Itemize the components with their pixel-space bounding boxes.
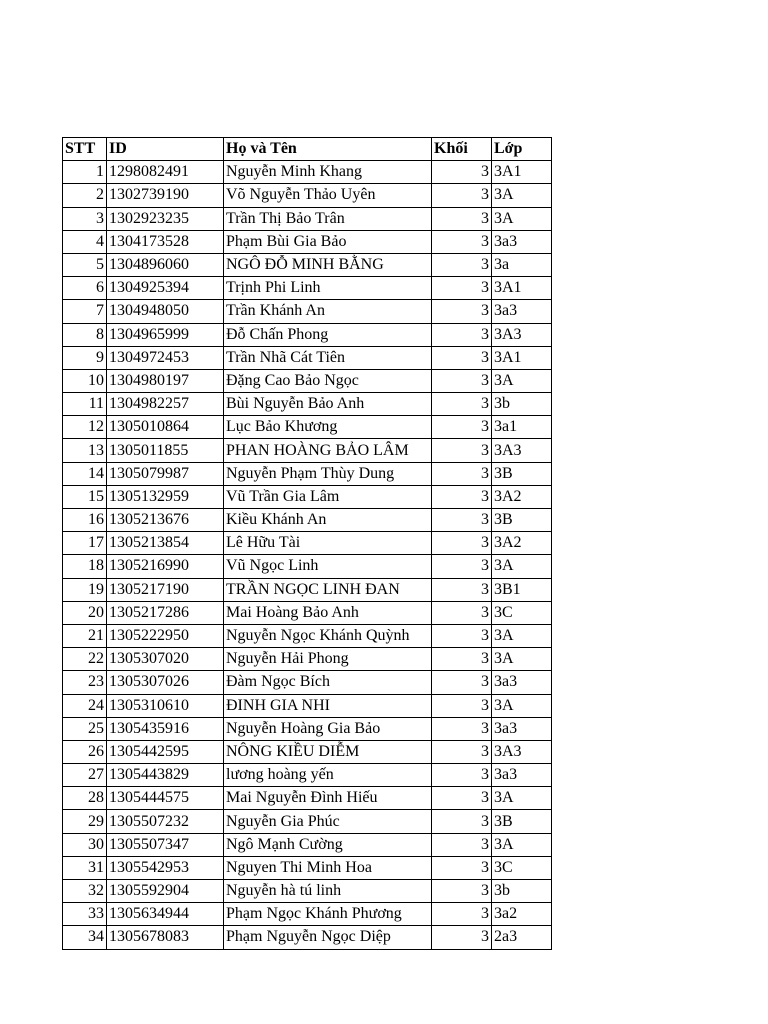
cell-name[interactable]: Trần Khánh An [224, 300, 432, 323]
cell-id[interactable]: 1304972453 [107, 346, 224, 369]
cell-stt[interactable]: 19 [63, 578, 107, 601]
cell-id[interactable]: 1298082491 [107, 161, 224, 184]
cell-khoi[interactable]: 3 [432, 485, 492, 508]
cell-stt[interactable]: 6 [63, 277, 107, 300]
table-row [63, 439, 552, 462]
cell-khoi[interactable]: 3 [432, 509, 492, 532]
cell-khoi[interactable]: 3 [432, 671, 492, 694]
cell-stt[interactable]: 34 [63, 926, 107, 949]
cell-name[interactable]: Trần Thị Bảo Trân [224, 207, 432, 230]
cell-lop[interactable]: 3A2 [492, 532, 552, 555]
cell-lop[interactable]: 3a3 [492, 300, 552, 323]
cell-lop[interactable]: 3A [492, 694, 552, 717]
cell-khoi[interactable]: 3 [432, 880, 492, 903]
cell-lop[interactable]: 3A [492, 624, 552, 647]
cell-id[interactable]: 1305213854 [107, 532, 224, 555]
cell-lop[interactable]: 3A [492, 787, 552, 810]
cell-khoi[interactable]: 3 [432, 648, 492, 671]
cell-id[interactable]: 1305310610 [107, 694, 224, 717]
table-row [63, 903, 552, 926]
table-row [63, 393, 552, 416]
cell-khoi[interactable]: 3 [432, 764, 492, 787]
cell-name[interactable]: Lê Hữu Tài [224, 532, 432, 555]
cell-stt[interactable]: 2 [63, 184, 107, 207]
table-row [63, 671, 552, 694]
cell-id[interactable]: 1305678083 [107, 926, 224, 949]
header-lop[interactable]: Lớp [492, 138, 552, 161]
table-row [63, 694, 552, 717]
cell-name[interactable]: Đỗ Chấn Phong [224, 323, 432, 346]
cell-stt[interactable]: 31 [63, 856, 107, 879]
cell-stt[interactable]: 28 [63, 787, 107, 810]
cell-stt[interactable]: 18 [63, 555, 107, 578]
cell-khoi[interactable]: 3 [432, 601, 492, 624]
cell-khoi[interactable]: 3 [432, 300, 492, 323]
cell-khoi[interactable]: 3 [432, 555, 492, 578]
header-stt[interactable]: STT [63, 138, 107, 161]
cell-stt[interactable]: 10 [63, 369, 107, 392]
cell-lop[interactable]: 3b [492, 880, 552, 903]
cell-lop[interactable]: 3a3 [492, 230, 552, 253]
cell-stt[interactable]: 32 [63, 880, 107, 903]
cell-name[interactable]: Nguyễn Minh Khang [224, 161, 432, 184]
cell-id[interactable]: 1305011855 [107, 439, 224, 462]
cell-name[interactable]: Mai Nguyễn Đình Hiếu [224, 787, 432, 810]
cell-khoi[interactable]: 3 [432, 253, 492, 276]
cell-id[interactable]: 1305307020 [107, 648, 224, 671]
cell-name[interactable]: Nguyễn Gia Phúc [224, 810, 432, 833]
cell-lop[interactable]: 3A [492, 207, 552, 230]
cell-stt[interactable]: 29 [63, 810, 107, 833]
cell-stt[interactable]: 7 [63, 300, 107, 323]
cell-name[interactable]: Đặng Cao Bảo Ngọc [224, 369, 432, 392]
cell-khoi[interactable]: 3 [432, 277, 492, 300]
cell-khoi[interactable]: 3 [432, 161, 492, 184]
cell-khoi[interactable]: 3 [432, 903, 492, 926]
cell-lop[interactable]: 3A1 [492, 161, 552, 184]
cell-stt[interactable]: 25 [63, 717, 107, 740]
cell-name[interactable]: Phạm Bùi Gia Bảo [224, 230, 432, 253]
cell-khoi[interactable]: 3 [432, 369, 492, 392]
cell-name[interactable]: TRẦN NGỌC LINH ĐAN [224, 578, 432, 601]
cell-name[interactable]: Võ Nguyễn Thảo Uyên [224, 184, 432, 207]
cell-stt[interactable]: 8 [63, 323, 107, 346]
cell-lop[interactable]: 3A3 [492, 740, 552, 763]
cell-id[interactable]: 1305132959 [107, 485, 224, 508]
cell-stt[interactable]: 30 [63, 833, 107, 856]
cell-stt[interactable]: 23 [63, 671, 107, 694]
cell-id[interactable]: 1305079987 [107, 462, 224, 485]
table-row [63, 833, 552, 856]
cell-lop[interactable]: 3A1 [492, 346, 552, 369]
cell-id[interactable]: 1304965999 [107, 323, 224, 346]
cell-id[interactable]: 1304980197 [107, 369, 224, 392]
cell-name[interactable]: PHAN HOÀNG BẢO LÂM [224, 439, 432, 462]
cell-khoi[interactable]: 3 [432, 462, 492, 485]
cell-stt[interactable]: 11 [63, 393, 107, 416]
cell-khoi[interactable]: 3 [432, 532, 492, 555]
cell-khoi[interactable]: 3 [432, 856, 492, 879]
cell-lop[interactable]: 3a [492, 253, 552, 276]
cell-lop[interactable]: 3A [492, 184, 552, 207]
cell-khoi[interactable]: 3 [432, 323, 492, 346]
cell-id[interactable]: 1305213676 [107, 509, 224, 532]
table-row [63, 300, 552, 323]
cell-lop[interactable]: 3A2 [492, 485, 552, 508]
cell-name[interactable]: Vũ Trần Gia Lâm [224, 485, 432, 508]
cell-name[interactable]: Nguyen Thi Minh Hoa [224, 856, 432, 879]
table-row [63, 416, 552, 439]
cell-stt[interactable]: 20 [63, 601, 107, 624]
cell-name[interactable]: Bùi Nguyễn Bảo Anh [224, 393, 432, 416]
cell-lop[interactable]: 3a3 [492, 717, 552, 740]
cell-id[interactable]: 1305592904 [107, 880, 224, 903]
cell-id[interactable]: 1305307026 [107, 671, 224, 694]
cell-name[interactable]: Vũ Ngọc Linh [224, 555, 432, 578]
cell-stt[interactable]: 12 [63, 416, 107, 439]
cell-lop[interactable]: 3A [492, 555, 552, 578]
cell-khoi[interactable]: 3 [432, 717, 492, 740]
table-row [63, 926, 552, 949]
cell-stt[interactable]: 13 [63, 439, 107, 462]
cell-name[interactable]: Phạm Ngọc Khánh Phương [224, 903, 432, 926]
cell-name[interactable]: Đàm Ngọc Bích [224, 671, 432, 694]
cell-stt[interactable]: 9 [63, 346, 107, 369]
cell-lop[interactable]: 3A [492, 833, 552, 856]
cell-id[interactable]: 1304948050 [107, 300, 224, 323]
cell-lop[interactable]: 3a1 [492, 416, 552, 439]
cell-lop[interactable]: 3A3 [492, 323, 552, 346]
cell-lop[interactable]: 2a3 [492, 926, 552, 949]
cell-id[interactable]: 1305444575 [107, 787, 224, 810]
table-row [63, 810, 552, 833]
table-row [63, 161, 552, 184]
table-row [63, 509, 552, 532]
cell-khoi[interactable]: 3 [432, 207, 492, 230]
cell-name[interactable]: Kiều Khánh An [224, 509, 432, 532]
cell-lop[interactable]: 3B [492, 509, 552, 532]
cell-id[interactable]: 1305443829 [107, 764, 224, 787]
cell-lop[interactable]: 3A3 [492, 439, 552, 462]
cell-khoi[interactable]: 3 [432, 810, 492, 833]
cell-lop[interactable]: 3B [492, 810, 552, 833]
cell-name[interactable]: Nguyễn Phạm Thùy Dung [224, 462, 432, 485]
cell-khoi[interactable]: 3 [432, 230, 492, 253]
table-row [63, 277, 552, 300]
cell-stt[interactable]: 17 [63, 532, 107, 555]
cell-name[interactable]: lương hoàng yến [224, 764, 432, 787]
table-row [63, 578, 552, 601]
cell-id[interactable]: 1305010864 [107, 416, 224, 439]
cell-lop[interactable]: 3B [492, 462, 552, 485]
cell-lop[interactable]: 3a3 [492, 764, 552, 787]
header-name[interactable]: Họ và Tên [224, 138, 432, 161]
table-body [63, 161, 552, 949]
cell-khoi[interactable]: 3 [432, 926, 492, 949]
cell-stt[interactable]: 15 [63, 485, 107, 508]
cell-name[interactable]: Nguyễn hà tú linh [224, 880, 432, 903]
cell-stt[interactable]: 3 [63, 207, 107, 230]
cell-stt[interactable]: 22 [63, 648, 107, 671]
cell-id[interactable]: 1305435916 [107, 717, 224, 740]
cell-stt[interactable]: 1 [63, 161, 107, 184]
cell-stt[interactable]: 14 [63, 462, 107, 485]
cell-khoi[interactable]: 3 [432, 416, 492, 439]
table-row [63, 624, 552, 647]
table-row [63, 253, 552, 276]
student-table [62, 137, 552, 950]
cell-name[interactable]: NGÔ ĐỖ MINH BẰNG [224, 253, 432, 276]
cell-name[interactable]: Trịnh Phi Linh [224, 277, 432, 300]
cell-id[interactable]: 1302739190 [107, 184, 224, 207]
cell-stt[interactable]: 4 [63, 230, 107, 253]
table-row [63, 787, 552, 810]
cell-lop[interactable]: 3C [492, 856, 552, 879]
cell-id[interactable]: 1305442595 [107, 740, 224, 763]
header-id[interactable]: ID [107, 138, 224, 161]
cell-name[interactable]: NÔNG KIỀU DIỄM [224, 740, 432, 763]
cell-lop[interactable]: 3A [492, 369, 552, 392]
table-row [63, 601, 552, 624]
header-khoi[interactable]: Khối [432, 138, 492, 161]
cell-id[interactable]: 1305507347 [107, 833, 224, 856]
cell-stt[interactable]: 26 [63, 740, 107, 763]
cell-id[interactable]: 1305542953 [107, 856, 224, 879]
table-row [63, 648, 552, 671]
cell-id[interactable]: 1302923235 [107, 207, 224, 230]
cell-id[interactable]: 1305222950 [107, 624, 224, 647]
table-row [63, 184, 552, 207]
cell-khoi[interactable]: 3 [432, 833, 492, 856]
cell-id[interactable]: 1304173528 [107, 230, 224, 253]
cell-id[interactable]: 1304925394 [107, 277, 224, 300]
cell-name[interactable]: Nguyễn Hải Phong [224, 648, 432, 671]
table-row [63, 346, 552, 369]
cell-name[interactable]: ĐINH GIA NHI [224, 694, 432, 717]
cell-lop[interactable]: 3A [492, 648, 552, 671]
cell-id[interactable]: 1305217286 [107, 601, 224, 624]
cell-stt[interactable]: 33 [63, 903, 107, 926]
cell-id[interactable]: 1305217190 [107, 578, 224, 601]
cell-khoi[interactable]: 3 [432, 346, 492, 369]
table-row [63, 856, 552, 879]
cell-name[interactable]: Nguyễn Ngọc Khánh Quỳnh [224, 624, 432, 647]
cell-khoi[interactable]: 3 [432, 694, 492, 717]
cell-khoi[interactable]: 3 [432, 787, 492, 810]
cell-khoi[interactable]: 3 [432, 578, 492, 601]
cell-id[interactable]: 1305634944 [107, 903, 224, 926]
table-row [63, 764, 552, 787]
cell-stt[interactable]: 5 [63, 253, 107, 276]
cell-lop[interactable]: 3C [492, 601, 552, 624]
table-row [63, 740, 552, 763]
cell-khoi[interactable]: 3 [432, 624, 492, 647]
cell-id[interactable]: 1305507232 [107, 810, 224, 833]
cell-khoi[interactable]: 3 [432, 740, 492, 763]
cell-stt[interactable]: 16 [63, 509, 107, 532]
cell-name[interactable]: Nguyễn Hoàng Gia Bảo [224, 717, 432, 740]
cell-name[interactable]: Phạm Nguyễn Ngọc Diệp [224, 926, 432, 949]
cell-lop[interactable]: 3b [492, 393, 552, 416]
cell-stt[interactable]: 24 [63, 694, 107, 717]
table-row [63, 323, 552, 346]
table-row [63, 532, 552, 555]
cell-lop[interactable]: 3B1 [492, 578, 552, 601]
table-row [63, 717, 552, 740]
cell-id[interactable]: 1304896060 [107, 253, 224, 276]
cell-lop[interactable]: 3a2 [492, 903, 552, 926]
cell-stt[interactable]: 27 [63, 764, 107, 787]
cell-stt[interactable]: 21 [63, 624, 107, 647]
cell-id[interactable]: 1305216990 [107, 555, 224, 578]
header-row [63, 138, 552, 161]
table-row [63, 462, 552, 485]
cell-name[interactable]: Mai Hoàng Bảo Anh [224, 601, 432, 624]
cell-lop[interactable]: 3A1 [492, 277, 552, 300]
table-row [63, 485, 552, 508]
cell-id[interactable]: 1304982257 [107, 393, 224, 416]
cell-name[interactable]: Lục Bảo Khương [224, 416, 432, 439]
table-row [63, 230, 552, 253]
cell-name[interactable]: Ngô Mạnh Cường [224, 833, 432, 856]
cell-khoi[interactable]: 3 [432, 439, 492, 462]
cell-khoi[interactable]: 3 [432, 184, 492, 207]
cell-lop[interactable]: 3a3 [492, 671, 552, 694]
table-row [63, 555, 552, 578]
table-row [63, 369, 552, 392]
cell-name[interactable]: Trần Nhã Cát Tiên [224, 346, 432, 369]
table-row [63, 880, 552, 903]
cell-khoi[interactable]: 3 [432, 393, 492, 416]
table-row [63, 207, 552, 230]
